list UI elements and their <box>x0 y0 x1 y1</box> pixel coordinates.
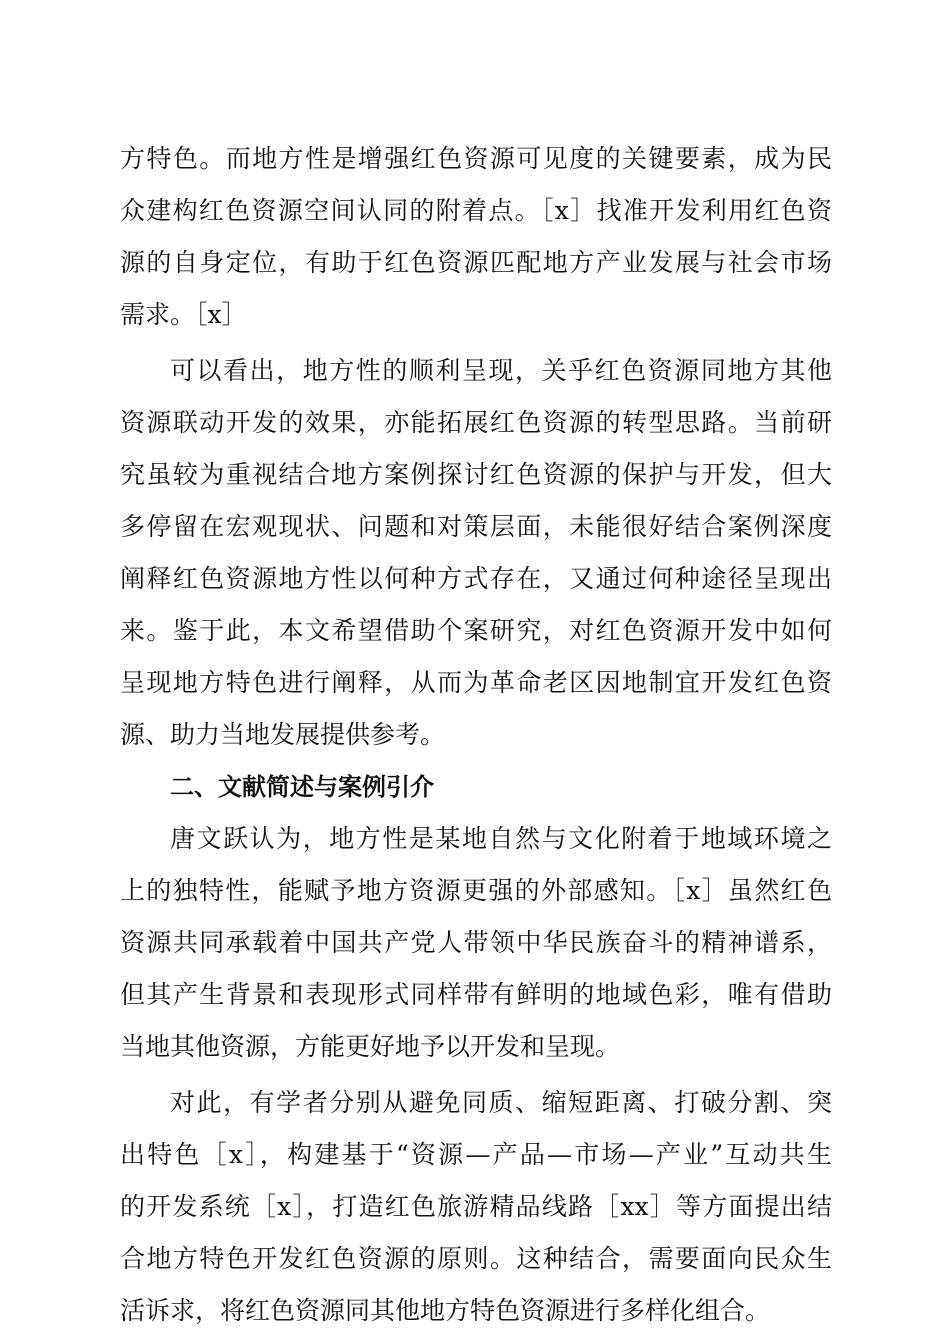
text-line: 对此，有学者分别从避免同质、缩短距离、打破分割、突 <box>170 1088 832 1117</box>
text-line: 出特色［x］，构建基于“资源—产品—市场—产业”互动共生 <box>120 1140 832 1169</box>
text-line: 源的自身定位，有助于红色资源匹配地方产业发展与社会市场 <box>120 248 832 277</box>
text-line: 呈现地方特色进行阐释，从而为革命老区因地制宜开发红色资 <box>120 668 832 697</box>
text-line: 资源共同承载着中国共产党人带领中华民族奋斗的精神谱系， <box>120 928 832 957</box>
text-line: 活诉求，将红色资源同其他地方特色资源进行多样化组合。 <box>120 1296 771 1325</box>
text-line: 阐释红色资源地方性以何种方式存在，又通过何种途径呈现出 <box>120 564 832 593</box>
text-line: 方特色。而地方性是增强红色资源可见度的关键要素，成为民 <box>120 144 832 173</box>
text-line: 唐文跃认为，地方性是某地自然与文化附着于地域环境之 <box>170 824 832 853</box>
text-line: 资源联动开发的效果，亦能拓展红色资源的转型思路。当前研 <box>120 408 832 437</box>
text-line: 众建构红色资源空间认同的附着点。［x］找准开发利用红色资 <box>120 196 832 225</box>
text-line: 但其产生背景和表现形式同样带有鲜明的地域色彩，唯有借助 <box>120 980 832 1009</box>
text-line: 合地方特色开发红色资源的原则。这种结合，需要面向民众生 <box>120 1244 832 1273</box>
paragraph <box>120 345 832 761</box>
paragraph <box>120 133 832 341</box>
text-line: 多停留在宏观现状、问题和对策层面，未能很好结合案例深度 <box>120 512 832 541</box>
text-line: 源、助力当地发展提供参考。 <box>120 720 446 749</box>
text-line: 当地其他资源，方能更好地予以开发和呈现。 <box>120 1032 621 1061</box>
paragraph <box>120 1077 832 1337</box>
text-line: 的开发系统［x］，打造红色旅游精品线路［xx］等方面提出结 <box>120 1192 832 1221</box>
document-body <box>120 133 832 1337</box>
text-line: 上的独特性，能赋予地方资源更强的外部感知。［x］虽然红色 <box>120 876 832 905</box>
text-line: 可以看出，地方性的顺利呈现，关乎红色资源同地方其他 <box>170 356 832 385</box>
text-line: 究虽较为重视结合地方案例探讨红色资源的保护与开发，但大 <box>120 460 832 489</box>
paragraph <box>120 813 832 1073</box>
text-line: 需求。［x］ <box>120 300 247 329</box>
section-heading: 二、文献简述与案例引介 <box>170 773 434 801</box>
text-line: 来。鉴于此，本文希望借助个案研究，对红色资源开发中如何 <box>120 616 832 645</box>
